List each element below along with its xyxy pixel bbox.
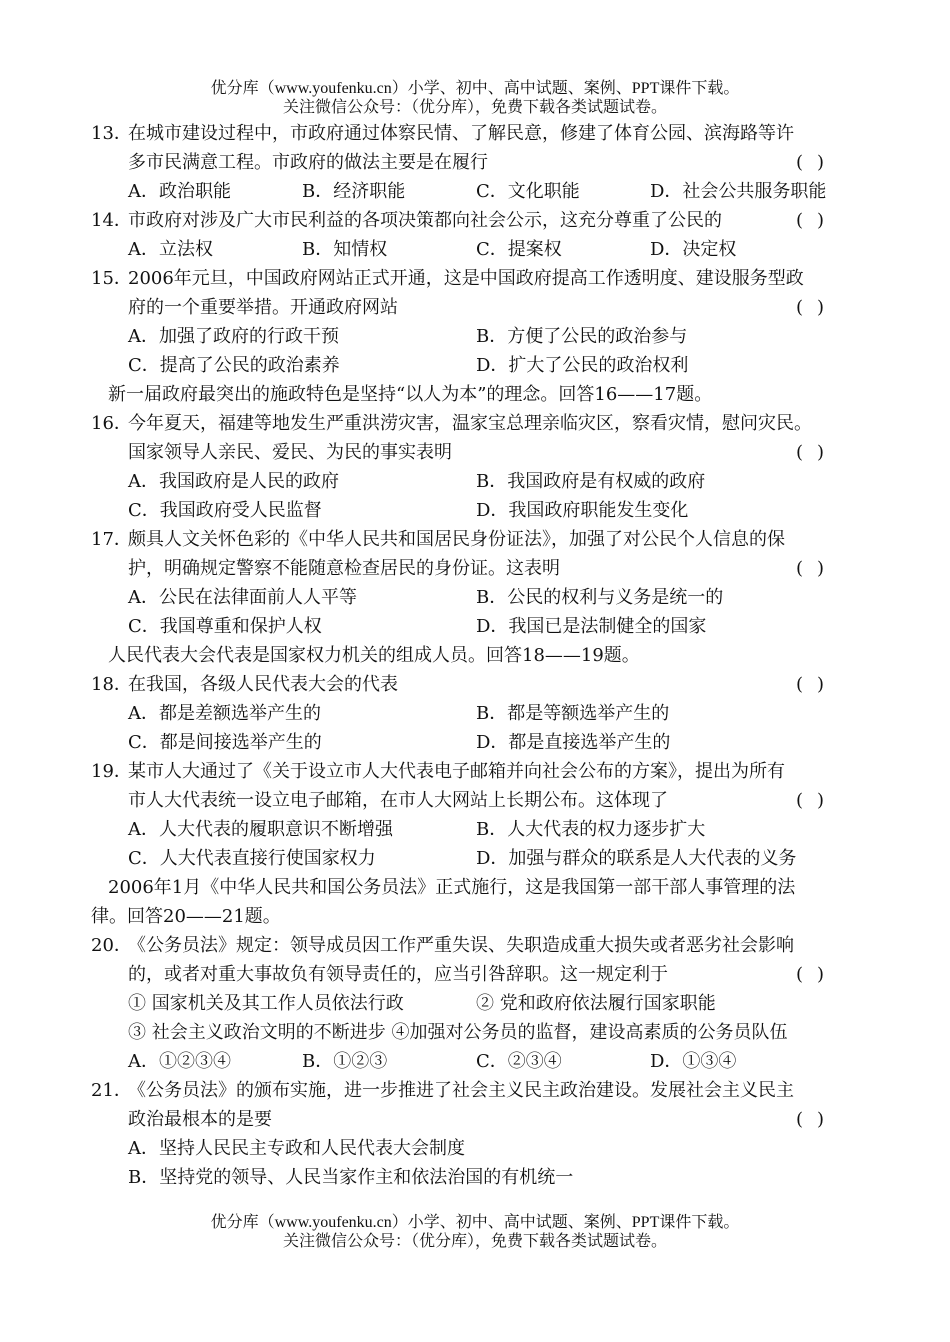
- q16-number: 16．: [91, 413, 132, 434]
- intro-20-21-text-2: 律。回答20——21题。: [91, 906, 281, 927]
- q18-option-c: C．都是间接选举产生的: [128, 732, 322, 753]
- q16-stem-1: 今年夏天，福建等地发生严重洪涝灾害，温家宝总理亲临灾区，察看灾情，慰问灾民。: [128, 413, 812, 434]
- intro-20-21-text-1: 2006年1月《中华人民共和国公务员法》正式施行，这是我国第一部干部人事管理的法: [108, 877, 796, 898]
- q20-option-a: A．①②③④: [128, 1051, 231, 1072]
- q13-option-d: D．社会公共服务职能: [650, 181, 827, 202]
- q15-option-b: B．方便了公民的政治参与: [476, 326, 688, 347]
- q21-answer-paren: (): [796, 1109, 839, 1130]
- q16-option-c: C．我国政府受人民监督: [128, 500, 322, 521]
- q17-option-d: D．我国已是法制健全的国家: [476, 616, 707, 637]
- q14-option-b: B．知情权: [302, 239, 388, 260]
- q20-answer-paren: (): [796, 964, 839, 985]
- q14-option-c: C．提案权: [476, 239, 562, 260]
- footer-banner-line-1: 优分库（www.youfenku.cn）小学、初中、高中试题、案例、PPT课件下载。: [210, 1214, 740, 1231]
- q18-option-b: B．都是等额选举产生的: [476, 703, 670, 724]
- q15-option-a: A．加强了政府的行政干预: [128, 326, 339, 347]
- q16-option-d: D．我国政府职能发生变化: [476, 500, 689, 521]
- q20-option-b: B．①②③: [302, 1051, 388, 1072]
- q20-stem-1: 《公务员法》规定：领导成员因工作严重失误、失职造成重大损失或者恶劣社会影响: [128, 935, 794, 956]
- q21-stem-1: 《公务员法》的颁布实施，进一步推进了社会主义民主政治建设。发展社会主义民主: [128, 1080, 794, 1101]
- q17-option-a: A．公民在法律面前人人平等: [128, 587, 357, 608]
- q19-number: 19．: [91, 761, 132, 782]
- q16-option-a: A．我国政府是人民的政府: [128, 471, 339, 492]
- intro-18-19-text: 人民代表大会代表是国家权力机关的组成人员。回答18——19题。: [108, 645, 640, 666]
- q15-option-c: C．提高了公民的政治素养: [128, 355, 340, 376]
- q20-option-d: D．①③④: [650, 1051, 737, 1072]
- q20-stem-2: 的，或者对重大事故负有领导责任的，应当引咎辞职。这一规定利于: [128, 964, 668, 985]
- q20-statement-1: ① 国家机关及其工作人员依法行政: [128, 993, 404, 1014]
- banner-line-1: 优分库（www.youfenku.cn）小学、初中、高中试题、案例、PPT课件下载。: [210, 80, 740, 97]
- q14-option-d: D．决定权: [650, 239, 737, 260]
- q16-stem-2: 国家领导人亲民、爱民、为民的事实表明: [128, 442, 452, 463]
- banner-line-2: 关注微信公众号：（优分库），免费下载各类试题试卷。: [282, 99, 667, 116]
- q17-number: 17．: [91, 529, 132, 550]
- footer-banner-line-2: 关注微信公众号：（优分库），免费下载各类试题试卷。: [282, 1233, 667, 1250]
- q18-option-d: D．都是直接选举产生的: [476, 732, 671, 753]
- q13-option-b: B．经济职能: [302, 181, 406, 202]
- q18-number: 18．: [91, 674, 132, 695]
- q13-stem-1: 在城市建设过程中，市政府通过体察民情、了解民意，修建了体育公园、滨海路等许: [128, 123, 794, 144]
- q14-stem-1: 市政府对涉及广大市民利益的各项决策都向社会公示，这充分尊重了公民的: [128, 210, 722, 231]
- q20-number: 20．: [91, 935, 132, 956]
- q19-stem-1: 某市人大通过了《关于设立市人大代表电子邮箱并向社会公布的方案》，提出为所有: [128, 761, 785, 782]
- q19-answer-paren: (): [796, 790, 839, 811]
- q21-option-b: B．坚持党的领导、人民当家作主和依法治国的有机统一: [128, 1167, 574, 1188]
- q21-option-a: A．坚持人民民主专政和人民代表大会制度: [128, 1138, 465, 1159]
- q20-statement-3-4: ③ 社会主义政治文明的不断进步 ④加强对公务员的监督，建设高素质的公务员队伍: [128, 1022, 788, 1043]
- q18-option-a: A．都是差额选举产生的: [128, 703, 321, 724]
- q20-statement-2: ② 党和政府依法履行国家职能: [476, 993, 716, 1014]
- intro-16-17-text: 新一届政府最突出的施政特色是坚持“以人为本”的理念。回答16——17题。: [108, 384, 713, 405]
- q13-number: 13．: [91, 123, 132, 144]
- q13-stem-2: 多市民满意工程。市政府的做法主要是在履行: [128, 152, 488, 173]
- q17-option-b: B．公民的权利与义务是统一的: [476, 587, 724, 608]
- q13-answer-paren: (): [796, 152, 839, 173]
- q15-stem-2: 府的一个重要举措。开通政府网站: [128, 297, 398, 318]
- q13-option-a: A．政治职能: [128, 181, 231, 202]
- q14-number: 14．: [91, 210, 132, 231]
- q13-option-c: C．文化职能: [476, 181, 580, 202]
- q19-stem-2: 市人大代表统一设立电子邮箱，在市人大网站上长期公布。这体现了: [128, 790, 668, 811]
- q17-option-c: C．我国尊重和保护人权: [128, 616, 322, 637]
- q20-option-c: C．②③④: [476, 1051, 562, 1072]
- q21-number: 21．: [91, 1080, 132, 1101]
- q18-answer-paren: (): [796, 674, 839, 695]
- footer-banner: [0, 1213, 950, 1251]
- q19-option-c: C．人大代表直接行使国家权力: [128, 848, 376, 869]
- q15-stem-1: 2006年元旦，中国政府网站正式开通，这是中国政府提高工作透明度、建设服务型政: [128, 268, 804, 289]
- q16-answer-paren: (): [796, 442, 839, 463]
- header-banner: [0, 79, 950, 117]
- q18-stem-1: 在我国，各级人民代表大会的代表: [128, 674, 398, 695]
- q16-option-b: B．我国政府是有权威的政府: [476, 471, 706, 492]
- q17-answer-paren: (): [796, 558, 839, 579]
- q17-stem-2: 护，明确规定警察不能随意检查居民的身份证。这表明: [128, 558, 560, 579]
- q19-option-d: D．加强与群众的联系是人大代表的义务: [476, 848, 797, 869]
- q17-stem-1: 颇具人文关怀色彩的《中华人民共和国居民身份证法》，加强了对公民个人信息的保: [128, 529, 785, 550]
- q15-number: 15．: [91, 268, 132, 289]
- q15-answer-paren: (): [796, 297, 839, 318]
- q19-option-b: B．人大代表的权力逐步扩大: [476, 819, 706, 840]
- q15-option-d: D．扩大了公民的政治权利: [476, 355, 689, 376]
- q14-option-a: A．立法权: [128, 239, 213, 260]
- q21-stem-2: 政治最根本的是要: [128, 1109, 272, 1130]
- q14-answer-paren: (): [796, 210, 839, 231]
- q19-option-a: A．人大代表的履职意识不断增强: [128, 819, 393, 840]
